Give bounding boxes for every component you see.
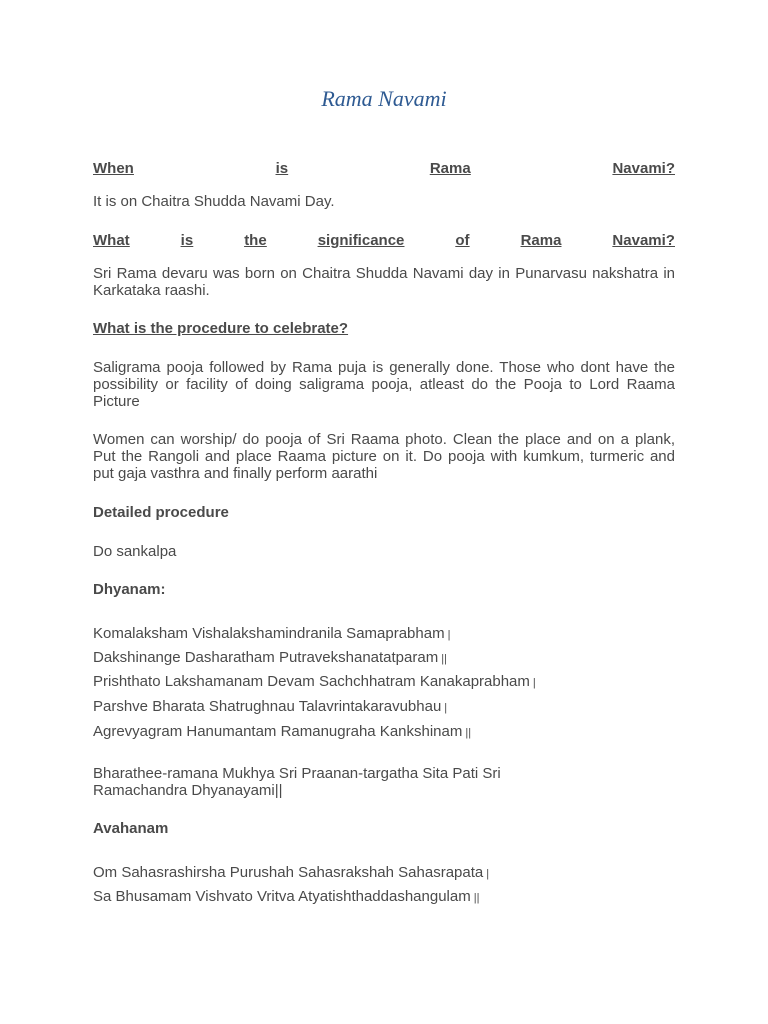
verse-mark: || [441,653,447,665]
verse-line [93,649,675,668]
verse-text: Komalaksham Vishalakshamindranila Samaprabham [93,625,445,642]
q1-word: Rama [429,160,471,177]
answer-significance-line-2: Karkataka raashi. [93,282,210,299]
heading-dhyanam: Dhyanam: [93,581,166,598]
heading-avahanam: Avahanam [93,820,169,837]
bharathee-line-2: Ramachandra Dhyanayami|| [93,782,283,799]
q2-word: Rama [520,232,562,249]
q2-word: significance [317,232,405,249]
verse-text: Agrevyagram Hanumantam Ramanugraha Kankshinam [93,723,463,740]
q1-word: When [93,160,134,177]
bharathee-line-1: Bharathee-ramana Mukhya Sri Praanan-targatha Sita Pati Sri [93,765,501,782]
paragraph-women-line-2: Put the Rangoli and place Raama picture on it. Do pooja with kumkum, turmeric and [93,448,675,465]
verse-mark: || [465,727,472,739]
verse-text: Prishthato Lakshamanam Devam Sachchhatram Kanakaprabham [93,673,530,690]
verse-mark: || [473,892,480,904]
q1-word: Navami? [612,160,675,177]
verse-line [93,888,675,907]
question-significance [93,232,675,249]
q2-word: the [244,232,267,249]
verse-text: Parshve Bharata Shatrughnau Talavrintakaravubhau [93,698,442,715]
verse-text: Sa Bhusamam Vishvato Vritva Atyatishthaddashangulam [93,888,471,905]
verse-line [93,698,675,717]
verse-mark: | [447,629,451,641]
paragraph-saligrama-line-2: possibility or facility of doing saligrama pooja, atleast do the Pooja to Lord Raama [93,376,675,393]
verse-text: Om Sahasrashirsha Purushah Sahasrakshah Sahasrapata [93,864,484,881]
answer-when: It is on Chaitra Shudda Navami Day. [93,193,335,210]
question-when [93,160,675,177]
page-title: Rama Navami [321,86,447,111]
q1-word: is [275,160,289,177]
q2-word: What [93,232,130,249]
paragraph-saligrama-line-1: Saligrama pooja followed by Rama puja is generally done. Those who dont have the [93,359,675,376]
answer-significance-line-1: Sri Rama devaru was born on Chaitra Shudda Navami day in Punarvasu nakshatra in [93,265,675,282]
verse-mark: | [444,702,448,714]
paragraph-women-line-3: put gaja vasthra and finally perform aarathi [93,465,378,482]
verse-line [93,625,675,644]
verse-line [93,864,675,883]
question-procedure: What is the procedure to celebrate? [93,320,349,337]
verse-line [93,673,675,692]
q2-word: Navami? [612,232,675,249]
paragraph-women-line-1: Women can worship/ do pooja of Sri Raama photo. Clean the place and on a plank, [93,431,675,448]
verse-text: Dakshinange Dasharatham Putravekshanatatparam [93,649,439,666]
verse-mark: | [532,677,536,689]
verse-mark: | [486,868,490,880]
q2-word: is [180,232,194,249]
paragraph-saligrama-line-3: Picture [93,393,140,410]
heading-detailed-procedure: Detailed procedure [93,504,229,521]
q2-word: of [455,232,470,249]
verse-line [93,723,675,742]
text-sankalpa: Do sankalpa [93,543,177,560]
